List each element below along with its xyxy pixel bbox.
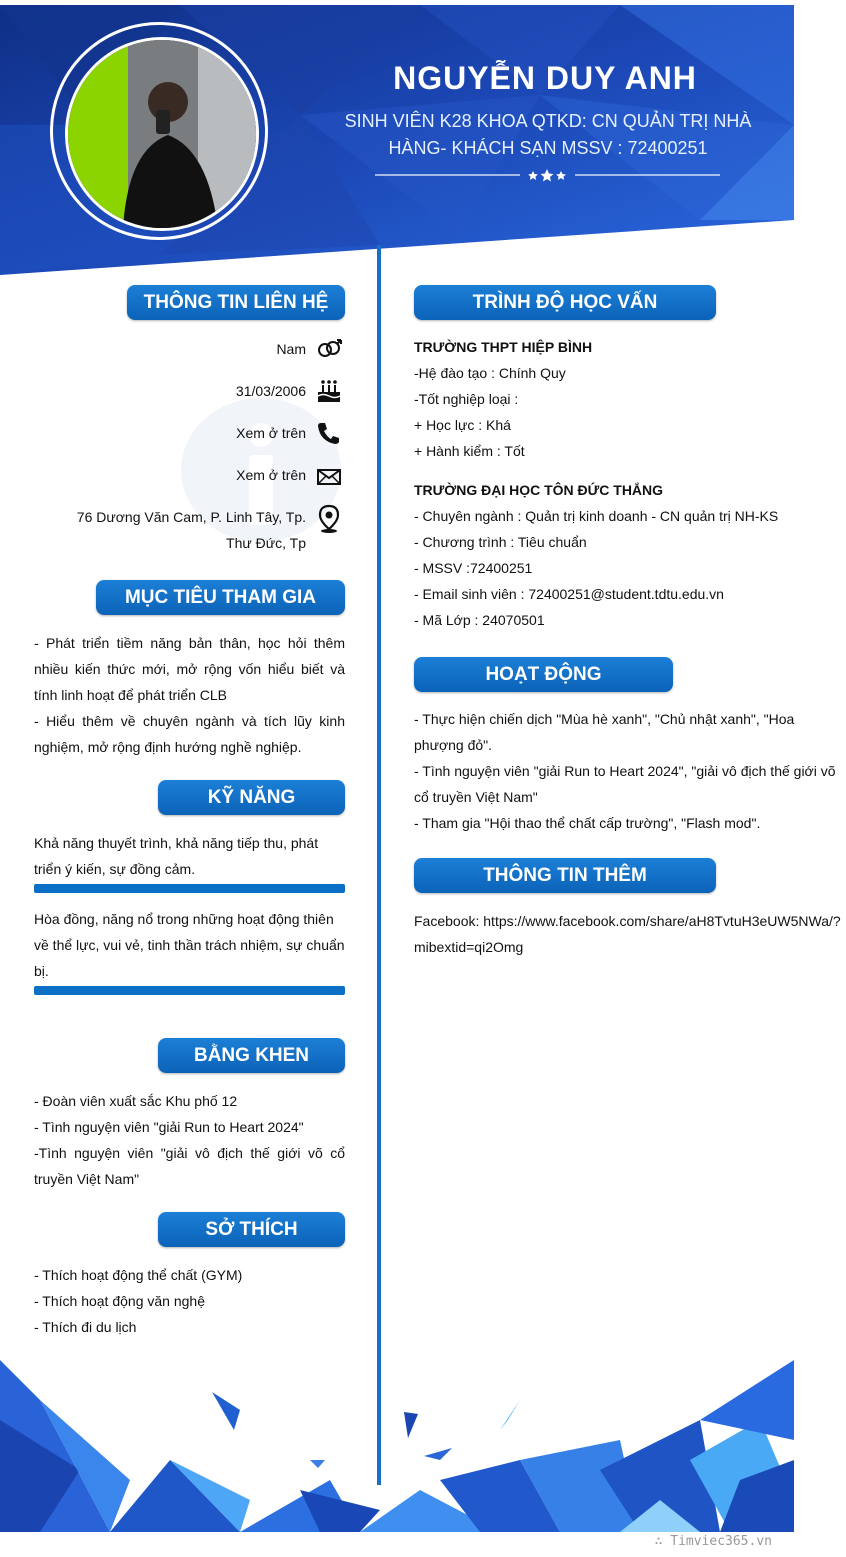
objective-text bbox=[34, 630, 345, 760]
facebook-link[interactable]: Facebook: https://www.facebook.com/share/aH8TvtuH3eUW5NWa/?mibextid=qi2Omg bbox=[414, 913, 841, 955]
column-divider bbox=[377, 245, 381, 1485]
contact-address-row bbox=[62, 504, 342, 556]
contact-email: Xem ở trên bbox=[236, 467, 306, 483]
contact-phone-row bbox=[236, 420, 342, 446]
award-item: - Đoàn viên xuất sắc Khu phố 12 bbox=[34, 1093, 238, 1109]
contact-address: 76 Dương Văn Cam, P. Linh Tây, Tp. Thư Đức, Tp bbox=[76, 509, 306, 551]
location-pin-icon bbox=[316, 504, 342, 534]
avatar bbox=[65, 37, 259, 231]
contact-gender: Nam bbox=[276, 341, 306, 357]
activity-item: - Tham gia "Hội thao thể chất cấp trường", "Flash mod". bbox=[414, 815, 761, 831]
school-name: TRƯỜNG THPT HIỆP BÌNH bbox=[414, 339, 593, 355]
email-icon bbox=[316, 462, 342, 488]
activities-section-title: HOẠT ĐỘNG bbox=[414, 657, 673, 692]
footer-background bbox=[0, 1360, 794, 1532]
school-detail: - Email sinh viên : 72400251@student.tdtu.edu.vn bbox=[414, 586, 724, 602]
contact-birthday-row bbox=[236, 378, 342, 404]
school-detail: - Chuyên ngành : Quản trị kinh doanh - CN quản trị NH-KS bbox=[414, 508, 779, 524]
education-section-title: TRÌNH ĐỘ HỌC VẤN bbox=[414, 285, 716, 320]
contact-gender-row bbox=[276, 336, 342, 362]
gender-icon bbox=[316, 336, 342, 362]
objective-line: - Phát triển tiềm năng bản thân, học hỏi thêm nhiều kiến thức mới, mở rộng vốn hiểu biết và tính linh hoạt để phát triển CLB bbox=[34, 635, 345, 703]
awards-list bbox=[34, 1088, 345, 1192]
school-detail: -Hệ đào tạo : Chính Quy bbox=[414, 365, 566, 381]
skill-item-text: Hòa đồng, năng nổ trong những hoạt động thiên về thể lực, vui vẻ, tinh thần trách nhiệm, sự chuẩn bị. bbox=[34, 911, 345, 979]
contact-email-row bbox=[236, 462, 342, 488]
objective-section-title: MỤC TIÊU THAM GIA bbox=[96, 580, 345, 615]
skills-section-title: KỸ NĂNG bbox=[158, 780, 345, 815]
school-detail: -Tốt nghiệp loại : bbox=[414, 391, 519, 407]
school-detail: + Hành kiểm : Tốt bbox=[414, 443, 525, 459]
education-school-1 bbox=[414, 334, 844, 464]
objective-line: - Hiểu thêm về chuyên ngành và tích lũy kinh nghiệm, mở rộng định hướng nghề nghiệp. bbox=[34, 713, 345, 755]
extra-info-section-title: THÔNG TIN THÊM bbox=[414, 858, 716, 893]
school-detail: - Chương trình : Tiêu chuẩn bbox=[414, 534, 587, 550]
birthday-cake-icon bbox=[316, 378, 342, 404]
brand-watermark: ∴ Timviec365.vn bbox=[654, 1534, 772, 1549]
hobby-item: - Thích hoạt động văn nghệ bbox=[34, 1293, 205, 1309]
skill-level-bar bbox=[34, 884, 345, 893]
hobbies-section-title: SỞ THÍCH bbox=[158, 1212, 345, 1247]
activity-item: - Tình nguyện viên "giải Run to Heart 2024", "giải vô địch thế giới võ cổ truyền Việt Nam" bbox=[414, 763, 836, 805]
candidate-subtitle: SINH VIÊN K28 KHOA QTKD: CN QUẢN TRỊ NHÀ HÀNG- KHÁCH SẠN MSSV : 72400251 bbox=[344, 111, 752, 158]
candidate-name: NGUYỄN DUY ANH bbox=[393, 60, 697, 96]
avatar-photo bbox=[68, 40, 256, 228]
contact-birthday: 31/03/2006 bbox=[235, 383, 306, 399]
contact-section-title: THÔNG TIN LIÊN HỆ bbox=[127, 285, 345, 320]
avatar-ring bbox=[50, 22, 268, 240]
skill-level-bar bbox=[34, 986, 345, 995]
contact-phone: Xem ở trên bbox=[236, 425, 306, 441]
skill-item-text: Khả năng thuyết trình, khả năng tiếp thu, phát triển ý kiến, sự đồng cảm. bbox=[34, 835, 319, 877]
education-school-2 bbox=[414, 477, 844, 633]
hobby-item: - Thích hoạt động thể chất (GYM) bbox=[34, 1267, 243, 1283]
hobby-item: - Thích đi du lịch bbox=[34, 1319, 137, 1335]
school-detail: - Mã Lớp : 24070501 bbox=[414, 612, 545, 628]
award-item: -Tình nguyện viên "giải vô địch thế giới võ cổ truyền Việt Nam" bbox=[34, 1145, 345, 1187]
school-name: TRƯỜNG ĐẠI HỌC TÔN ĐỨC THẮNG bbox=[414, 482, 664, 498]
header-divider bbox=[375, 168, 720, 182]
phone-icon bbox=[316, 420, 342, 446]
activities-list bbox=[414, 706, 844, 836]
activity-item: - Thực hiện chiến dịch "Mùa hè xanh", "Chủ nhật xanh", "Hoa phượng đỏ". bbox=[414, 711, 795, 753]
school-detail: + Học lực : Khá bbox=[414, 417, 511, 433]
hobbies-list bbox=[34, 1262, 345, 1340]
award-item: - Tình nguyện viên "giải Run to Heart 2024" bbox=[34, 1119, 304, 1135]
awards-section-title: BẰNG KHEN bbox=[158, 1038, 345, 1073]
school-detail: - MSSV :72400251 bbox=[414, 560, 533, 576]
